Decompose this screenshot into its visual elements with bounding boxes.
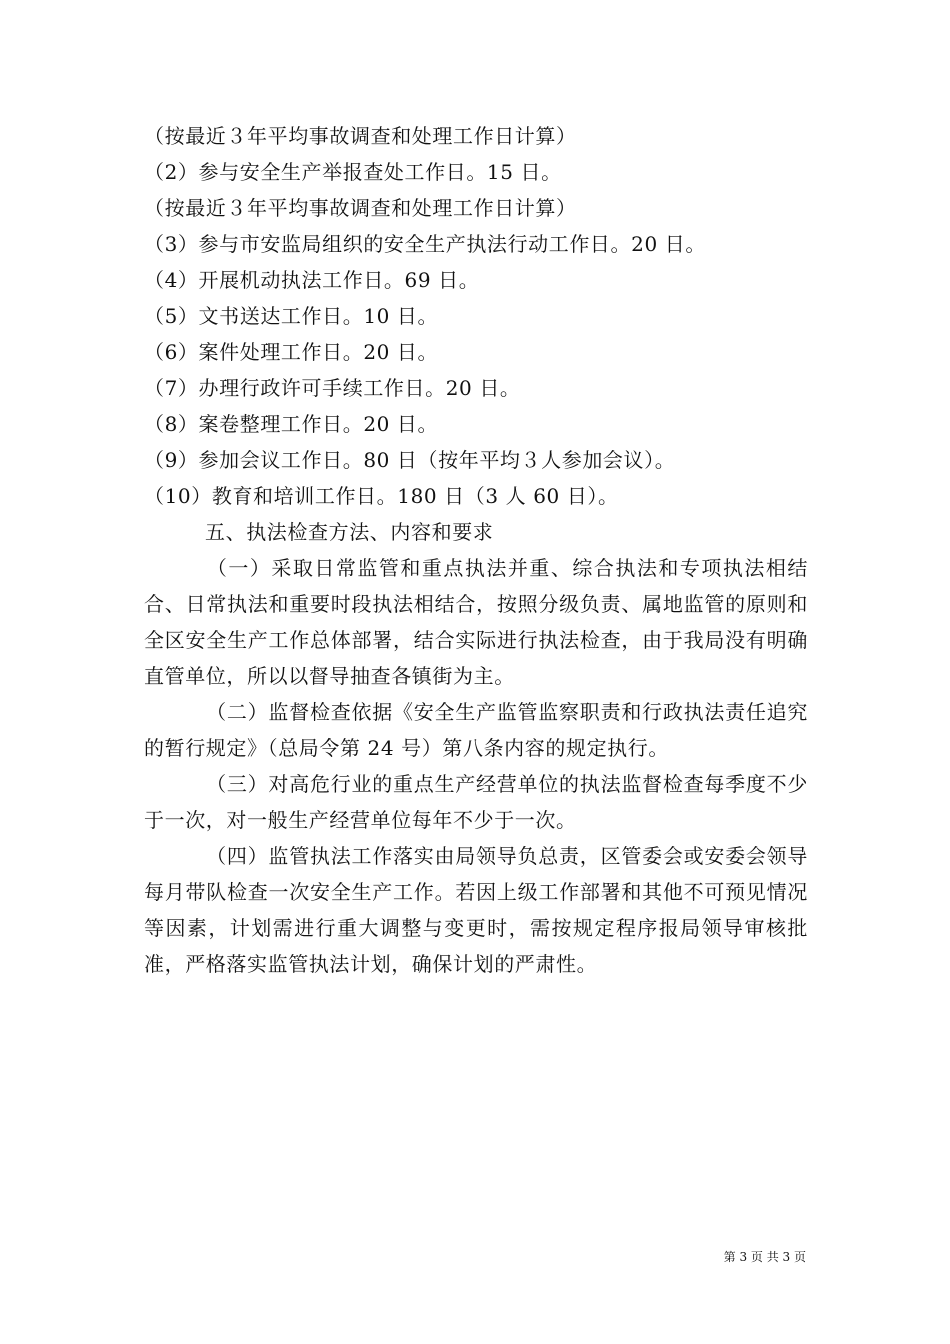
text-line-3: （按最近３年平均事故调查和处理工作日计算）	[144, 196, 577, 220]
page-number: 第 3 页 共 3 页	[723, 1250, 806, 1264]
text-line-10: （9）参加会议工作日。80 日（按年平均３人参加会议）。	[144, 448, 676, 472]
section-heading: 五、执法检查方法、内容和要求	[205, 520, 494, 544]
text-line-8: （7）办理行政许可手续工作日。20 日。	[144, 376, 521, 400]
text-line-1: （按最近３年平均事故调查和处理工作日计算）	[144, 124, 577, 148]
text-line-4: （3）参与市安监局组织的安全生产执法行动工作日。20 日。	[144, 232, 706, 256]
text-line-2: （2）参与安全生产举报查处工作日。15 日。	[144, 160, 562, 184]
text-line-7: （6）案件处理工作日。20 日。	[144, 340, 439, 364]
paragraph-2	[144, 694, 808, 766]
paragraph-1-text: （一）采取日常监管和重点执法并重、综合执法和专项执法相结合、日常执法和重要时段执法相结合，按照分级负责、属地监管的原则和全区安全生产工作总体部署，结合实际进行执法检查，由于我局没有明确直管单位，所以以督导抽查各镇街为主。	[144, 556, 808, 688]
text-line-11: （10）教育和培训工作日。180 日（3 人 60 日）。	[144, 484, 619, 508]
paragraph-3	[144, 766, 808, 838]
paragraph-4	[144, 838, 808, 982]
paragraph-3-text: （三）对高危行业的重点生产经营单位的执法监督检查每季度不少于一次，对一般生产经营单位每年不少于一次。	[144, 772, 808, 832]
paragraph-1	[144, 550, 808, 694]
paragraph-4-text: （四）监管执法工作落实由局领导负总责，区管委会或安委会领导每月带队检查一次安全生产工作。若因上级工作部署和其他不可预见情况等因素，计划需进行重大调整与变更时，需按规定程序报局领导审核批准，严格落实监管执法计划，确保计划的严肃性。	[144, 844, 808, 976]
paragraph-2-text: （二）监督检查依据《安全生产监管监察职责和行政执法责任追究的暂行规定》（总局令第 24 号）第八条内容的规定执行。	[144, 700, 808, 760]
text-line-6: （5）文书送达工作日。10 日。	[144, 304, 439, 328]
text-line-9: （8）案卷整理工作日。20 日。	[144, 412, 439, 436]
text-line-5: （4）开展机动执法工作日。69 日。	[144, 268, 480, 292]
